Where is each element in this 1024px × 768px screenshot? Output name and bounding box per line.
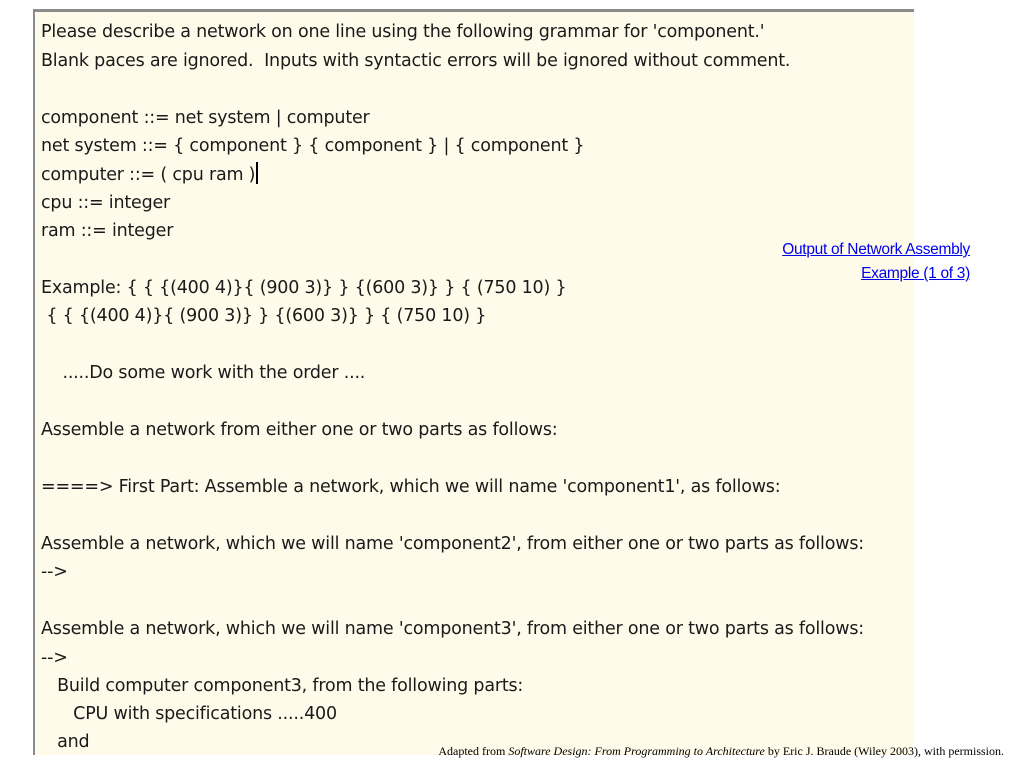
console-line: Build computer component3, from the following parts:: [41, 676, 524, 696]
attribution-credit: [438, 744, 1004, 759]
console-line: Please describe a network on one line using the following grammar for 'component.': [41, 22, 765, 42]
console-line: Assemble a network, which we will name 'component3', from either one or two parts as follows:: [41, 619, 864, 639]
output-example-link-page[interactable]: Example (1 of 3): [861, 265, 970, 282]
console-line: -->: [41, 648, 68, 668]
console-line: ====> First Part: Assemble a network, which we will name 'component1', as follows:: [41, 477, 781, 497]
console-line: cpu ::= integer: [41, 193, 171, 213]
credit-prefix: Adapted from: [438, 744, 509, 758]
console-line: net system ::= { component } { component } | { component }: [41, 136, 585, 156]
console-line: CPU with specifications .....400: [41, 704, 337, 724]
console-line: Example: { { {(400 4)}{ (900 3)} } {(600 3)} } { (750 10) }: [41, 278, 567, 298]
output-example-link[interactable]: Output of Network Assembly: [782, 241, 970, 258]
console-line: [41, 162, 258, 187]
console-line: Assemble a network from either one or two parts as follows:: [41, 420, 558, 440]
console-line: and: [41, 732, 90, 752]
console-line: ram ::= integer: [41, 221, 174, 241]
console-output: [33, 9, 914, 755]
credit-suffix: by Eric J. Braude (Wiley 2003), with permission.: [764, 744, 1004, 758]
console-line: .....Do some work with the order ....: [41, 363, 366, 383]
console-line: -->: [41, 562, 68, 582]
console-line: { { {(400 4)}{ (900 3)} } {(600 3)} } { (750 10) }: [41, 306, 487, 326]
console-input-text: computer ::= ( cpu ram ): [41, 165, 256, 185]
console-line: Assemble a network, which we will name 'component2', from either one or two parts as follows:: [41, 534, 864, 554]
credit-book-title: Software Design: From Programming to Architecture: [508, 744, 765, 758]
console-line: Blank paces are ignored. Inputs with syntactic errors will be ignored without comment.: [41, 51, 791, 71]
console-line: component ::= net system | computer: [41, 108, 370, 128]
text-cursor: [256, 162, 258, 184]
